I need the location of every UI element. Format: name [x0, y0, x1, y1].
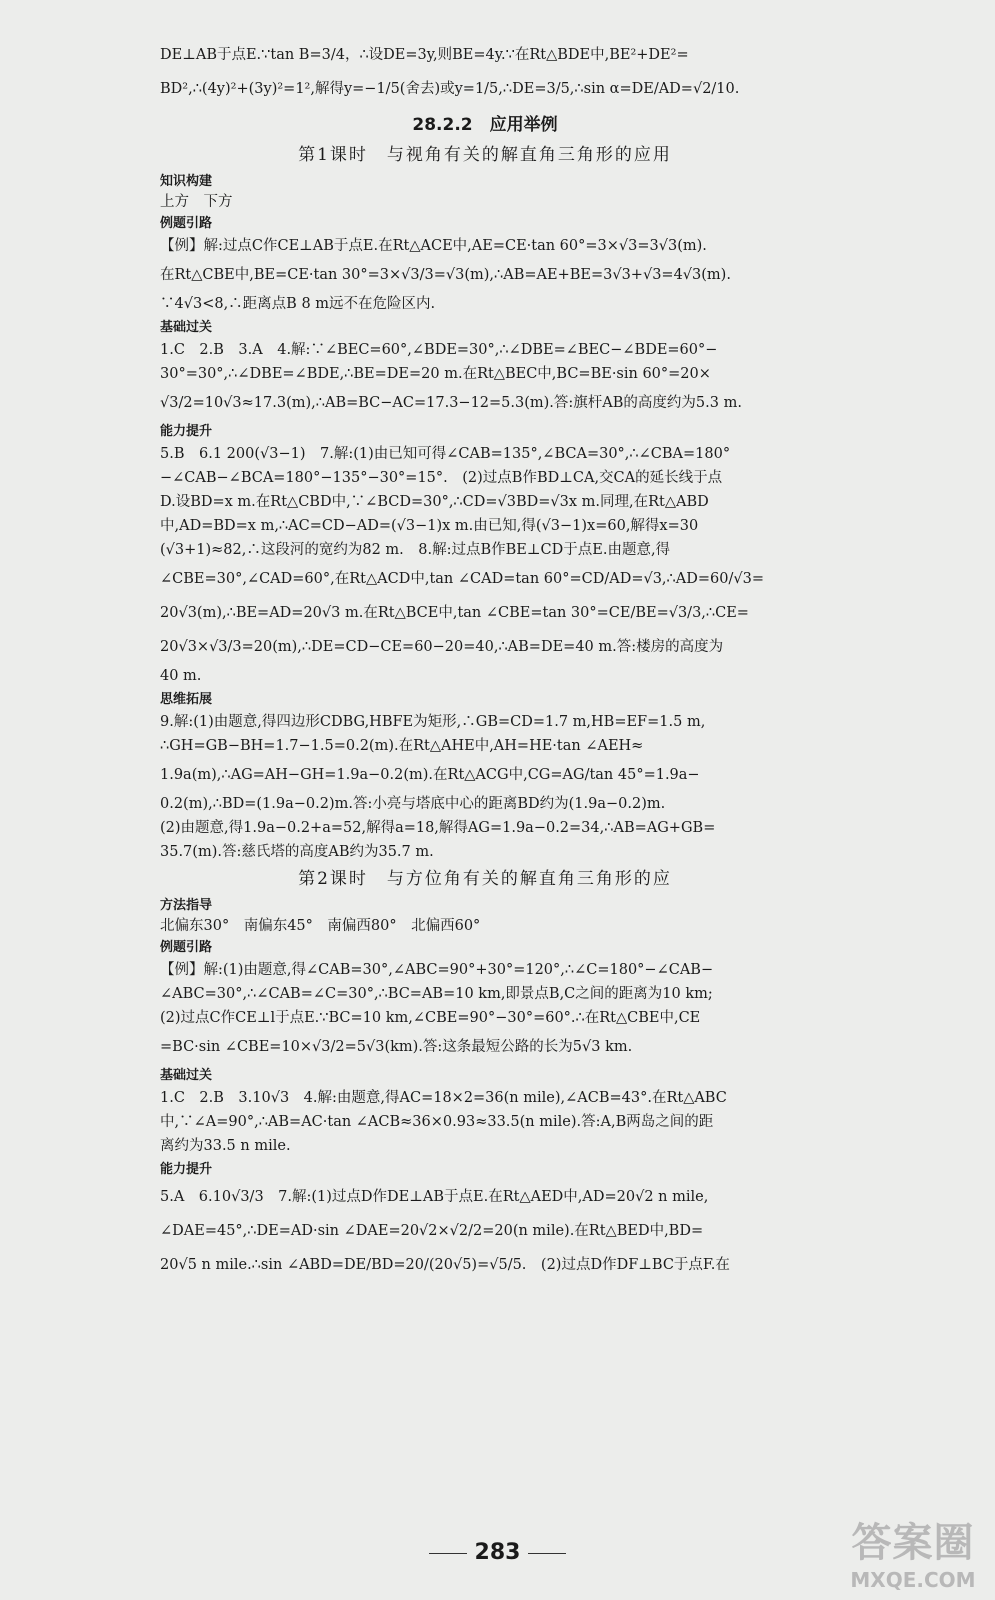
example-heading: 例题引路	[160, 940, 213, 955]
text-line: (2)由题意,得1.9a−0.2+a=52,解得a=18,解得AG=1.9a−0.2=34,∴AB=AG+GB=	[160, 820, 716, 836]
text-line: (√3+1)≈82,∴这段河的宽约为82 m. 8.解:过点B作BE⊥CD于点E.由题意,得	[160, 542, 671, 558]
text-line: ∠CBE=30°,∠CAD=60°,在Rt△ACD中,tan ∠CAD=tan 60°=CD/AD=√3,∴AD=60/√3=	[160, 571, 764, 587]
text-line: 30°=30°,∴∠DBE=∠BDE,∴BE=DE=20 m.在Rt△BEC中,BC=BE·sin 60°=20×	[160, 366, 711, 382]
text-line: 【例】解:(1)由题意,得∠CAB=30°,∠ABC=90°+30°=120°,∴∠C=180°−∠CAB−	[160, 962, 714, 978]
basic-heading: 基础过关	[160, 1068, 213, 1083]
text-line: 20√3(m),∴BE=AD=20√3 m.在Rt△BCE中,tan ∠CBE=tan 30°=CE/BE=√3/3,∴CE=	[160, 605, 749, 621]
text-line: ∠ABC=30°,∴∠CAB=∠C=30°,∴BC=AB=10 km,即景点B,C之间的距离为10 km;	[160, 986, 713, 1002]
text-line: BD²,∴(4y)²+(3y)²=1²,解得y=−1/5(舍去)或y=1/5,∴DE=3/5,∴sin α=DE/AD=√2/10.	[160, 81, 740, 97]
text-line: √3/2=10√3≈17.3(m),∴AB=BC−AC=17.3−12=5.3(m).答:旗杆AB的高度约为5.3 m.	[160, 395, 742, 411]
answer-page	[160, 38, 810, 1282]
page-number-text: 283	[474, 1540, 521, 1565]
text-line: 20√3×√3/3=20(m),∴DE=CD−CE=60−20=40,∴AB=DE=40 m.答:楼房的高度为	[160, 639, 724, 655]
divider	[528, 1553, 566, 1554]
text-line: ∴GH=GB−BH=1.7−1.5=0.2(m).在Rt△AHE中,AH=HE·tan ∠AEH≈	[160, 738, 644, 754]
text-line: −∠CAB−∠BCA=180°−135°−30°=15°. (2)过点B作BD⊥CA,交CA的延长线于点	[160, 470, 723, 486]
lesson1-title: 第1课时 与视角有关的解直角三角形的应用	[298, 145, 672, 165]
text-line: 中,∵∠A=90°,∴AB=AC·tan ∠ACB≈36×0.93≈33.5(n mile).答:A,B两岛之间的距	[160, 1114, 714, 1130]
text-line: 1.C 2.B 3.10√3 4.解:由题意,得AC=18×2=36(n mile),∠ACB=43°.在Rt△ABC	[160, 1090, 727, 1106]
watermark-url: MXQE.COM	[850, 1568, 976, 1592]
text-line: 20√5 n mile.∴sin ∠ABD=DE/BD=20/(20√5)=√5/5. (2)过点D作DF⊥BC于点F.在	[160, 1257, 730, 1273]
ability-heading: 能力提升	[160, 424, 213, 439]
text-line: 0.2(m),∴BD=(1.9a−0.2)m.答:小亮与塔底中心的距离BD约为(1.9a−0.2)m.	[160, 796, 666, 812]
text-line: 35.7(m).答:慈氏塔的高度AB约为35.7 m.	[160, 844, 434, 860]
text-line: 中,AD=BD=x m,∴AC=CD−AD=(√3−1)x m.由已知,得(√3−1)x=60,解得x=30	[160, 518, 699, 534]
text-line: 在Rt△CBE中,BE=CE·tan 30°=3×√3/3=√3(m),∴AB=AE+BE=3√3+√3=4√3(m).	[160, 267, 731, 283]
text-line: 【例】解:过点C作CE⊥AB于点E.在Rt△ACE中,AE=CE·tan 60°=3×√3=3√3(m).	[160, 238, 707, 254]
watermark-mark: 答案圈	[851, 1520, 975, 1566]
text-line: (2)过点C作CE⊥l于点E.∵BC=10 km,∠CBE=90°−30°=60°.∴在Rt△CBE中,CE	[160, 1010, 701, 1026]
ability-heading: 能力提升	[160, 1162, 213, 1177]
method-heading: 方法指导	[160, 898, 213, 913]
text-line: 5.A 6.10√3/3 7.解:(1)过点D作DE⊥AB于点E.在Rt△AED中,AD=20√2 n mile,	[160, 1189, 709, 1205]
example-heading: 例题引路	[160, 216, 213, 231]
section-title: 28.2.2 应用举例	[412, 115, 558, 135]
lesson2-title: 第2课时 与方位角有关的解直角三角形的应	[298, 869, 672, 889]
text-line: DE⊥AB于点E.∵tan B=3/4，∴设DE=3y,则BE=4y.∵在Rt△BDE中,BE²+DE²=	[160, 47, 689, 63]
thinking-heading: 思维拓展	[160, 692, 213, 707]
text-line: ∠DAE=45°,∴DE=AD·sin ∠DAE=20√2×√2/2=20(n mile).在Rt△BED中,BD=	[160, 1223, 704, 1239]
text-line: 离约为33.5 n mile.	[160, 1138, 291, 1154]
text-line: =BC·sin ∠CBE=10×√3/2=5√3(km).答:这条最短公路的长为5√3 km.	[160, 1039, 633, 1055]
knowledge-heading: 知识构建	[160, 174, 213, 189]
text-line: 5.B 6.1 200(√3−1) 7.解:(1)由已知可得∠CAB=135°,∠BCA=30°,∴∠CBA=180°	[160, 446, 731, 462]
text-line: 9.解:(1)由题意,得四边形CDBG,HBFE为矩形,∴GB=CD=1.7 m,HB=EF=1.5 m,	[160, 714, 706, 730]
watermark-logo	[843, 1511, 983, 1592]
text-line: ∵4√3<8,∴距离点B 8 m远不在危险区内.	[160, 296, 436, 312]
text-line: 1.C 2.B 3.A 4.解:∵∠BEC=60°,∠BDE=30°,∴∠DBE=∠BEC−∠BDE=60°−	[160, 342, 718, 358]
divider	[429, 1553, 467, 1554]
text-line: 40 m.	[160, 668, 202, 684]
text-line: D.设BD=x m.在Rt△CBD中,∵∠BCD=30°,∴CD=√3BD=√3x m.同理,在Rt△ABD	[160, 494, 709, 510]
knowledge-text: 上方 下方	[160, 194, 233, 210]
basic-heading: 基础过关	[160, 320, 213, 335]
method-text: 北偏东30° 南偏东45° 南偏西80° 北偏西60°	[160, 918, 481, 934]
text-line: 1.9a(m),∴AG=AH−GH=1.9a−0.2(m).在Rt△ACG中,CG=AG/tan 45°=1.9a−	[160, 767, 700, 783]
